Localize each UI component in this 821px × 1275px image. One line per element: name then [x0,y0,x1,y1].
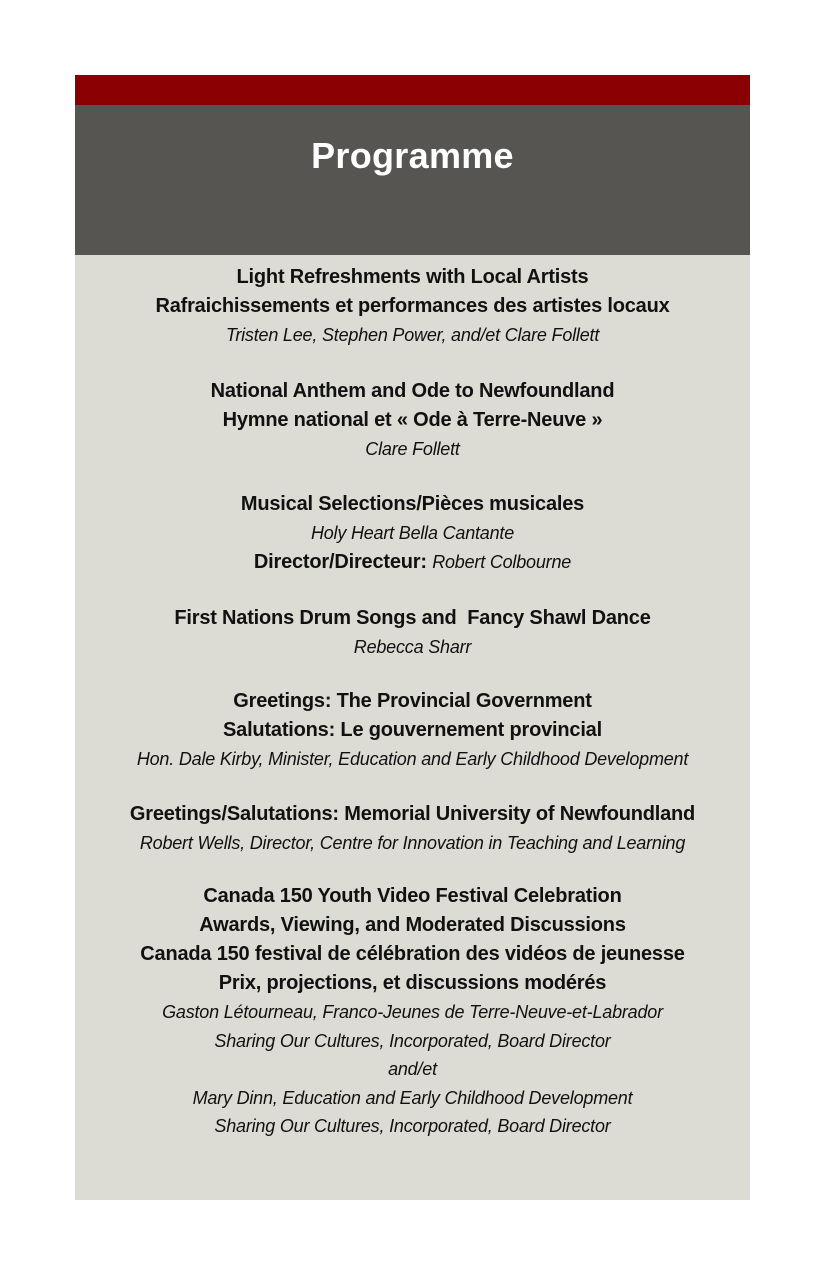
programme-item-video-festival [75,882,750,1141]
item-title-fr: Hymne national et « Ode à Terre-Neuve » [222,408,603,431]
programme-header [75,105,750,255]
page-title: Programme [311,135,514,176]
item-performers: Clare Follett [365,438,460,459]
programme-body [75,263,750,1167]
item-speaker-role: Sharing Our Cultures, Incorporated, Board Director [214,1116,611,1136]
director-name: Robert Colbourne [432,551,572,572]
item-subtitle-en: Awards, Viewing, and Moderated Discussions [199,914,626,936]
item-title-en: Canada 150 Youth Video Festival Celebration [203,885,622,907]
item-speaker: Hon. Dale Kirby, Minister, Education and Early Childhood Development [136,749,689,769]
item-performers: Rebecca Sharr [353,636,472,657]
item-title-en: National Anthem and Ode to Newfoundland [210,379,615,402]
director-label: Director/Directeur: [253,550,427,573]
programme-item-mun-greetings [75,800,750,858]
item-title-en: Light Refreshments with Local Artists [236,266,589,288]
item-title: Musical Selections/Pièces musicales [240,493,585,515]
item-director [75,548,750,577]
accent-bar [75,75,750,105]
item-speaker: Gaston Létourneau, Franco-Jeunes de Terre-Neuve-et-Labrador [162,1002,663,1022]
item-conjunction: and/et [388,1059,437,1079]
programme-item-musical-selections [75,490,750,577]
programme-item-anthem [75,377,750,464]
item-title-fr: Salutations: Le gouvernement provincial [223,719,602,741]
item-performers: Holy Heart Bella Cantante [310,523,515,543]
item-subtitle-fr: Prix, projections, et discussions modérés [218,972,607,994]
item-title-fr: Canada 150 festival de célébration des vidéos de jeunesse [140,943,685,965]
item-speaker: Robert Wells, Director, Centre for Innovation in Teaching and Learning [139,832,686,853]
programme-card [75,75,750,1200]
item-title: Greetings/Salutations: Memorial University of Newfoundland [129,802,696,825]
item-speaker: Mary Dinn, Education and Early Childhood Development [192,1087,633,1108]
programme-item-provincial-greetings [75,687,750,774]
programme-item-refreshments [75,263,750,350]
item-speaker-role: Sharing Our Cultures, Incorporated, Board Director [214,1030,611,1051]
item-title-en: Greetings: The Provincial Government [233,690,592,712]
item-performers: Tristen Lee, Stephen Power, and/et Clare Follett [225,325,600,345]
item-title: First Nations Drum Songs and Fancy Shawl Dance [174,606,651,629]
item-title-fr: Rafraichissements et performances des artistes locaux [155,295,670,317]
programme-item-drum-songs [75,604,750,662]
